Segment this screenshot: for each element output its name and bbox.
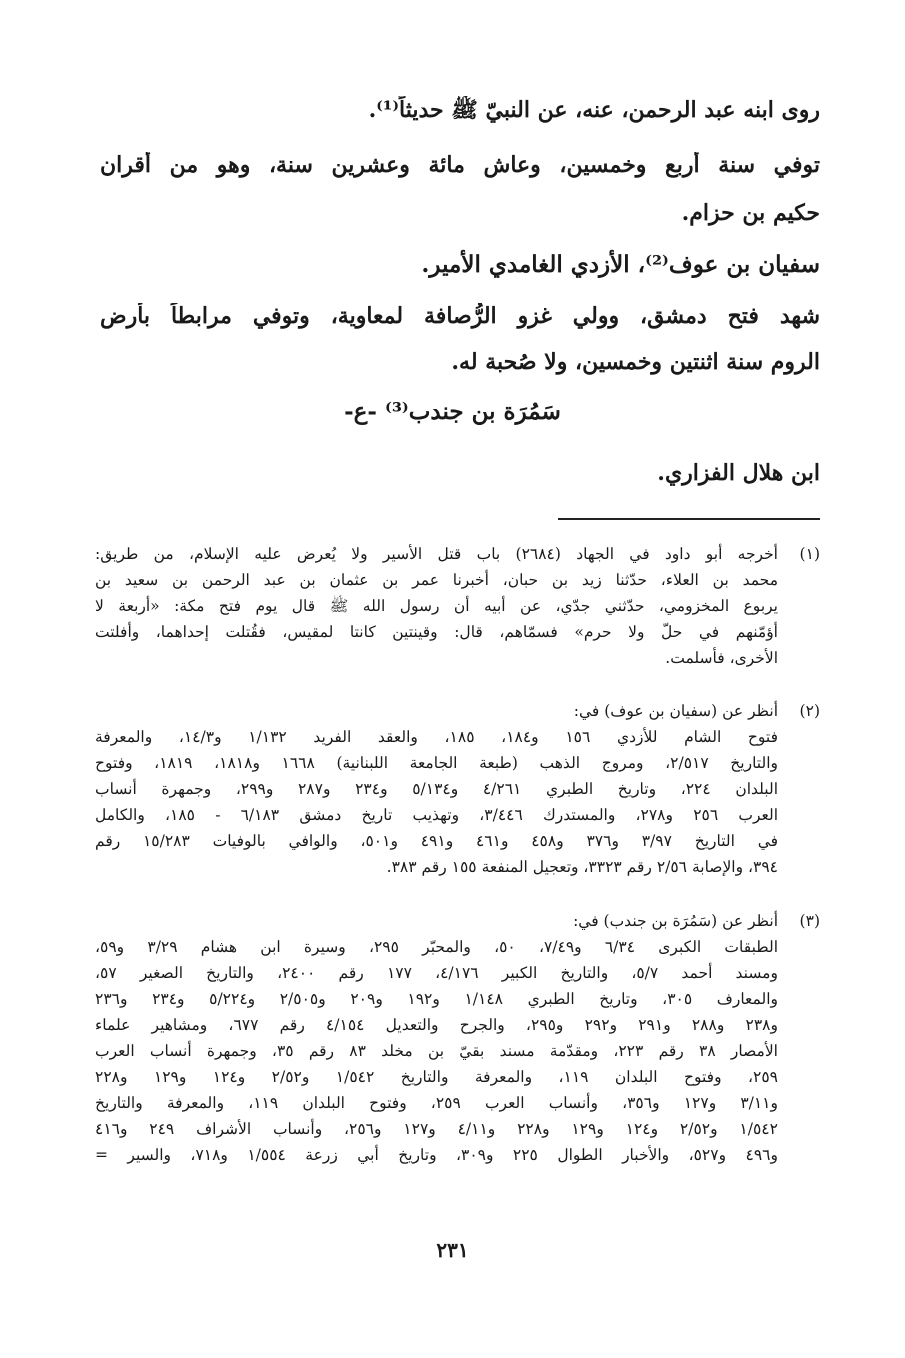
footnote-line: أنظر عن (سَمُرَة بن جندب) في: bbox=[573, 912, 778, 930]
footnote-3 bbox=[95, 908, 820, 1168]
footnote-number: (٢) bbox=[799, 702, 820, 720]
footnote-line: يربوع المخزومي، حدّثني جدّي، عن أبيه أن رسول الله ﷺ قال يوم فتح مكة: «أربعة لا bbox=[95, 597, 778, 615]
body-line-6: ابن هلال الفزاري. bbox=[657, 460, 820, 486]
footnote-line: ١/٥٤٢ و٢/٥٢ و١٢٤ و١٢٩ و٢٢٨ و٤/١١ و١٢٧ و٢٥٦، وأنساب الأشراف ٢٤٩ و٤١٦ bbox=[95, 1120, 778, 1138]
page-number: ٢٣١ bbox=[436, 1238, 469, 1262]
footnote-line: أخرجه أبو داود في الجهاد (٢٦٨٤) باب قتل الأسير ولا يُعرض عليه الإسلام، من طريق: bbox=[95, 545, 778, 563]
body-line-3: حكيم بن حزام. bbox=[681, 200, 820, 226]
footnote-line: ٣٩٤، والإصابة ٢/٥٦ رقم ٣٣٢٣، وتعجيل المنفعة ١٥٥ رقم ٣٨٣. bbox=[386, 858, 778, 876]
footnote-line: في التاريخ ٣/٩٧ و٣٧٦ و٤٥٨ و٤٦١ و٤٩١ و٥٠١، والوافي بالوفيات ١٥/٢٨٣ رقم bbox=[95, 832, 778, 850]
entry-heading-samura: سَمُرَة بن جندب⁽³⁾ -ع- bbox=[344, 398, 561, 425]
body-line-5: الروم سنة اثنتين وخمسين، ولا صُحبة له. bbox=[451, 349, 820, 375]
footnote-line: و٣/١١ و١٢٧ و٣٥٦، وأنساب العرب ٢٥٩، وفتوح البلدان ١١٩، والمعرفة والتاريخ bbox=[95, 1094, 778, 1112]
footnote-separator bbox=[558, 518, 820, 520]
footnote-line: البلدان ٢٢٤، وتاريخ الطبري ٤/٢٦١ و٥/١٣٤ و٢٣٤ و٢٨٧ و٢٩٩، وجمهرة أنساب bbox=[95, 780, 778, 798]
footnote-line: الأخرى، فأسلمت. bbox=[665, 649, 778, 667]
body-line-1: روى ابنه عبد الرحمن، عنه، عن النبيّ ﷺ حديثاً⁽¹⁾. bbox=[368, 97, 820, 123]
entry-heading-sufyan: سفيان بن عوف⁽²⁾، الأزدي الغامدي الأمير. bbox=[421, 251, 820, 278]
footnote-line: و٤٩٦ و٥٢٧، والأخبار الطوال ٢٢٥ و٣٠٩، وتاريخ أبي زرعة ١/٥٥٤ و٧١٨، والسير = bbox=[95, 1146, 778, 1164]
footnote-2 bbox=[95, 698, 820, 880]
footnote-line: الأمصار ٣٨ رقم ٢٢٣، ومقدّمة مسند بقيّ بن مخلد ٨٣ رقم ٣٥، وجمهرة أنساب العرب bbox=[95, 1042, 778, 1060]
footnote-1 bbox=[95, 541, 820, 671]
footnote-line: الطبقات الكبرى ٦/٣٤ و٧/٤٩، ٥٠، والمحبّر ٢٩٥، وسيرة ابن هشام ٣/٢٩ و٥٩، bbox=[95, 938, 778, 956]
footnote-line: محمد بن العلاء، حدّثنا زيد بن حبان، أخبرنا عمر بن عثمان بن عبد الرحمن بن سعيد بن bbox=[95, 571, 778, 589]
footnote-line: والمعارف ٣٠٥، وتاريخ الطبري ١/١٤٨ و١٩٢ و٢٠٩ و٢/٥٠٥ و٥/٢٢٤ و٢٣٤ و٢٣٦ bbox=[95, 990, 778, 1008]
footnote-line: و٢٣٨ و٢٨٨ و٢٩١ و٢٩٢ و٢٩٥، والجرح والتعديل ٤/١٥٤ رقم ٦٧٧، ومشاهير علماء bbox=[95, 1016, 778, 1034]
footnote-number: (١) bbox=[799, 545, 820, 563]
footnote-line: ٢٥٩، وفتوح البلدان ١١٩، والمعرفة والتاريخ ١/٥٤٢ و٢/٥٢ و١٢٤ و١٢٩ و٢٢٨ bbox=[95, 1068, 778, 1086]
footnote-line: والتاريخ ٢/٥١٧، ومروج الذهب (طبعة الجامعة اللبنانية) ١٦٦٨ و١٨١٨، ١٨١٩، وفتوح bbox=[95, 754, 778, 772]
footnote-line: فتوح الشام للأزدي ١٥٦ و١٨٤، ١٨٥، والعقد الفريد ١/١٣٢ و١٤/٣، والمعرفة bbox=[95, 728, 778, 746]
footnote-number: (٣) bbox=[799, 912, 820, 930]
body-line-4: شهد فتح دمشق، وولي غزو الرُّصافة لمعاوية، وتوفي مرابطاً بأرض bbox=[100, 303, 820, 329]
body-line-2: توفي سنة أربع وخمسين، وعاش مائة وعشرين سنة، وهو من أقران bbox=[100, 152, 820, 178]
footnote-line: العرب ٢٥٦ و٢٧٨، والمستدرك ٣/٤٤٦، وتهذيب تاريخ دمشق ٦/١٨٣ - ١٨٥، والكامل bbox=[95, 806, 778, 824]
footnote-line: أنظر عن (سفيان بن عوف) في: bbox=[573, 702, 778, 720]
footnote-line: ومسند أحمد ٥/٧، والتاريخ الكبير ٤/١٧٦، ١٧٧ رقم ٢٤٠٠، والتاريخ الصغير ٥٧، bbox=[95, 964, 778, 982]
footnote-line: أؤمّنهم في حلّ ولا حرم» فسمّاهم، قال: وقينتين كانتا لمقيس، فقُتلت إحداهما، وأفلتت bbox=[95, 623, 778, 641]
